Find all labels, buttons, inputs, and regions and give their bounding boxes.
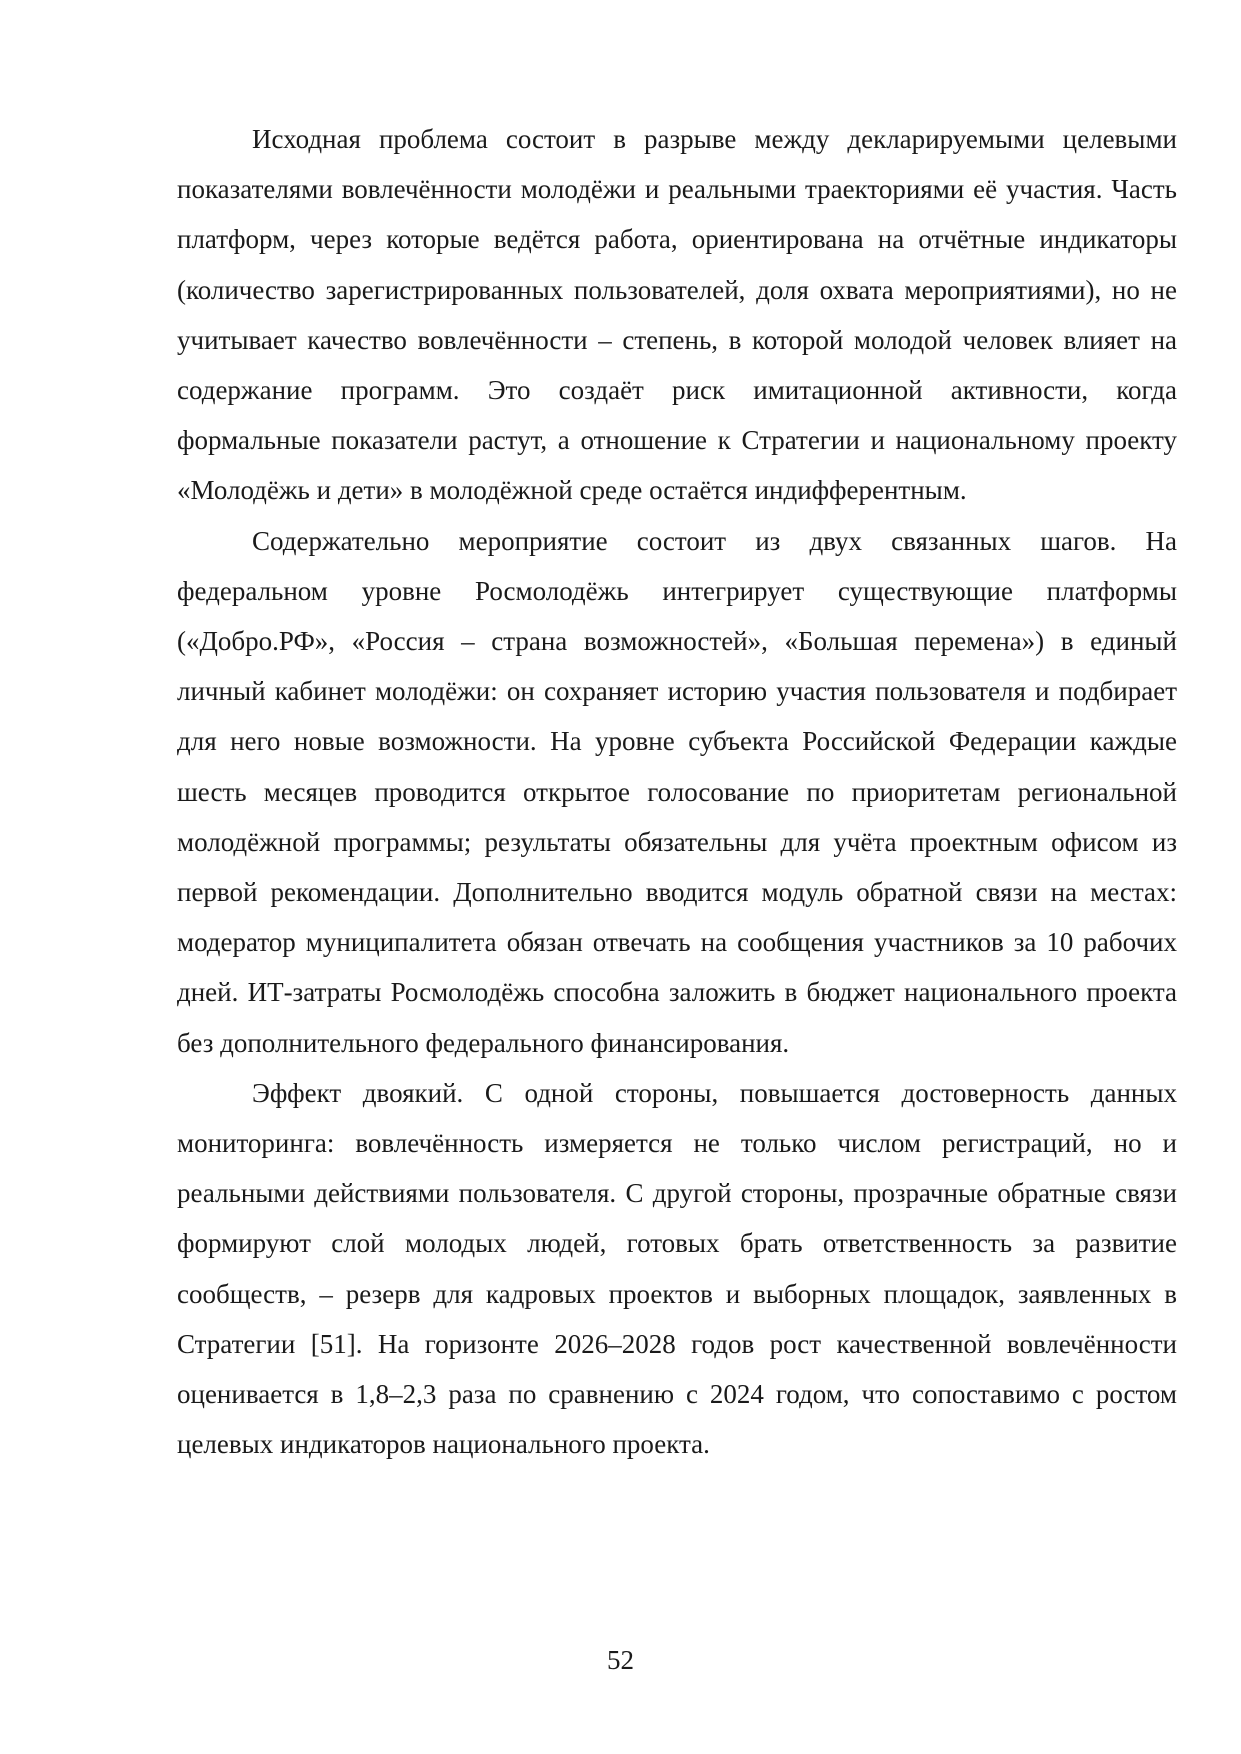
paragraph-effect: Эффект двоякий. С одной стороны, повышается достоверность данных мониторинга: вовлечённость измеряется не только числом регистраций, но и реальными действиями пользователя. С другой стороны, прозрачные обратные связи формируют слой молодых людей, готовых брать ответственность за развитие сообществ, – резерв для кадровых проектов и выборных площадок, заявленных в Стратегии [51]. На горизонте 2026–2028 годов рост качественной вовлечённости оценивается в 1,8–2,3 раза по сравнению с 2024 годом, что сопоставимо с ростом целевых индикаторов национального проекта. <box>177 1077 1177 1460</box>
paragraph-problem: Исходная проблема состоит в разрыве между декларируемыми целевыми показателями вовлечённости молодёжи и реальными траекториями её участия. Часть платформ, через которые ведётся работа, ориентирована на отчётные индикаторы (количество зарегистрированных пользователей, доля охвата мероприятиями), но не учитывает качество вовлечённости – степень, в которой молодой человек влияет на содержание программ. Это создаёт риск имитационной активности, когда формальные показатели растут, а отношение к Стратегии и национальному проекту «Молодёжь и дети» в молодёжной среде остаётся индифферентным. <box>177 124 1177 506</box>
body-text <box>177 114 1177 1469</box>
paragraph-measure: Содержательно мероприятие состоит из двух связанных шагов. На федеральном уровне Росмолодёжь интегрирует существующие платформы («Добро.РФ», «Россия – страна возможностей», «Большая перемена») в единый личный кабинет молодёжи: он сохраняет историю участия пользователя и подбирает для него новые возможности. На уровне субъекта Российской Федерации каждые шесть месяцев проводится открытое голосование по приоритетам региональной молодёжной программы; результаты обязательны для учёта проектным офисом из первой рекомендации. Дополнительно вводится модуль обратной связи на местах: модератор муниципалитета обязан отвечать на сообщения участников за 10 рабочих дней. ИТ-затраты Росмолодёжь способна заложить в бюджет национального проекта без дополнительного федерального финансирования. <box>177 525 1177 1058</box>
page-number: 52 <box>607 1645 634 1675</box>
